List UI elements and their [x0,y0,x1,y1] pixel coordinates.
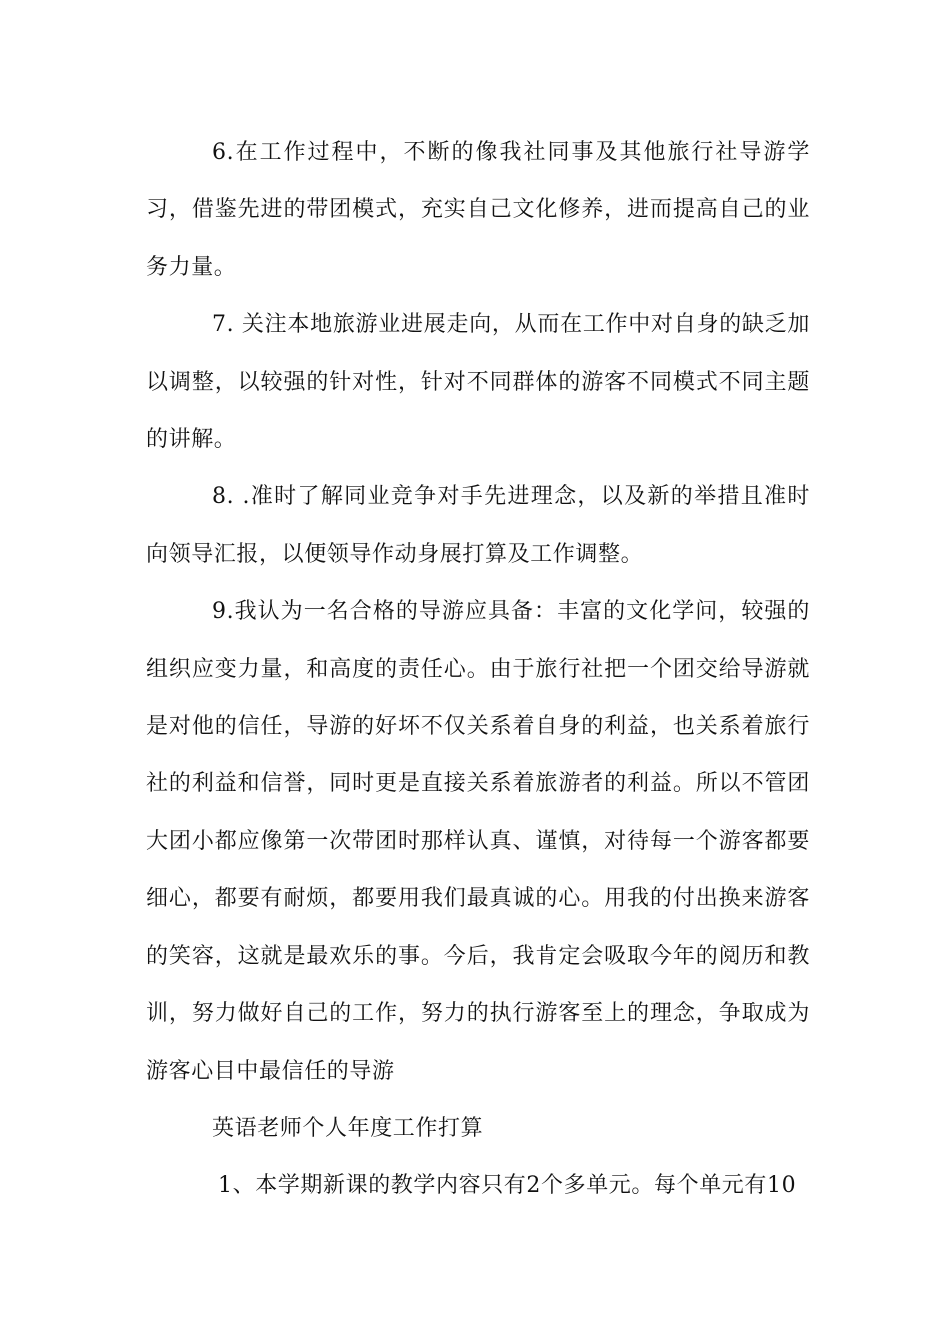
paragraph-item-7: 7. 关注本地旅游业进展走向，从而在工作中对自身的缺乏加以调整，以较强的针对性，针对不同群体的游客不同模式不同主题的讲解。 [146,312,810,453]
document-body [146,124,810,1215]
paragraph-item-9: 9.我认为一名合格的导游应具备：丰富的文化学问，较强的组织应变力量，和高度的责任心。由于旅行社把一个团交给导游就是对他的信任，导游的好坏不仅关系着自身的利益，也关系着旅行社的利益和信誉，同时更是直接关系着旅游者的利益。所以不管团大团小都应像第一次带团时那样认真、谨慎，对待每一个游客都要细心，都要有耐烦，都要用我们最真诚的心。用我的付出换来游客的笑容，这就是最欢乐的事。今后，我肯定会吸取今年的阅历和教训，努力做好自己的工作，努力的执行游客至上的理念，争取成为游客心目中最信任的导游 [146,599,810,1084]
paragraph-item-8: 8. .准时了解同业竞争对手先进理念，以及新的举措且准时向领导汇报，以便领导作动身展打算及工作调整。 [146,484,810,567]
paragraph-item-1: 1、本学期新课的教学内容只有2个多单元。每个单元有10 [218,1173,797,1199]
paragraph-item-6: 6.在工作过程中，不断的像我社同事及其他旅行社导游学习，借鉴先进的带团模式，充实自己文化修养，进而提高自己的业务力量。 [146,140,810,280]
section-heading: 英语老师个人年度工作打算 [212,1115,484,1141]
